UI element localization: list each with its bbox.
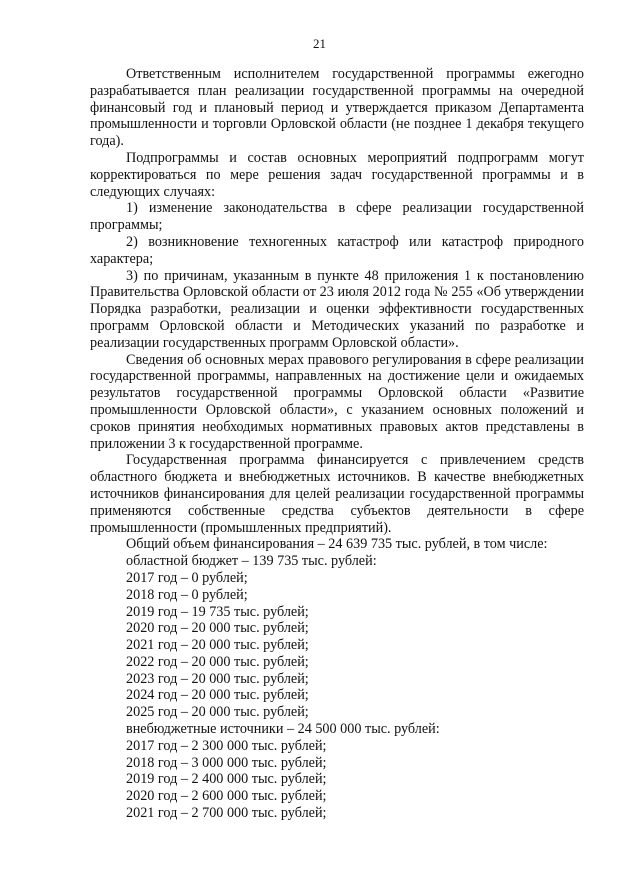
list-item: 2017 год – 2 300 000 тыс. рублей;	[126, 737, 327, 754]
paragraph-subprograms: Подпрограммы и состав основных мероприятий подпрограмм могут корректироваться по мере решения задач государственной программы и в следующих случаях:	[90, 149, 584, 200]
paragraph-case-2: 2) возникновение техногенных катастроф или катастроф природного характера;	[90, 233, 584, 267]
list-item: 2024 год – 20 000 тыс. рублей;	[126, 687, 309, 704]
list-item: 2025 год – 20 000 тыс. рублей;	[126, 704, 309, 721]
regional-budget-list	[90, 570, 584, 721]
paragraph-plan: Ответственным исполнителем государственной программы ежегодно разрабатывается план реализации государственной программы на очередной финансовый год и плановый период и утверждается приказом Департамента промышленности и торговли Орловской области (не позднее 1 декабря текущего года).	[90, 66, 584, 150]
list-item: 2020 год – 20 000 тыс. рублей;	[126, 620, 309, 637]
list-item: 2018 год – 3 000 000 тыс. рублей;	[126, 754, 327, 771]
extrabudget-list	[90, 738, 584, 822]
list-item: 2021 год – 2 700 000 тыс. рублей;	[126, 805, 327, 822]
paragraph-regulation: Сведения об основных мерах правового регулирования в сфере реализации государственной программы, направленных на достижение цели и ожидаемых результатов государственной программы Орловской области «Развитие промышленности Орловской области», с указанием основных положений и сроков принятия необходимых нормативных правовых актов представлены в приложении 3 к государственной программе.	[90, 351, 584, 452]
list-item: 2021 год – 20 000 тыс. рублей;	[126, 637, 309, 654]
list-item: 2019 год – 2 400 000 тыс. рублей;	[126, 771, 327, 788]
financing-total: Общий объем финансирования – 24 639 735 тыс. рублей, в том числе:	[126, 536, 548, 553]
list-item: 2022 год – 20 000 тыс. рублей;	[126, 653, 309, 670]
page-number: 21	[313, 36, 326, 51]
paragraph-financing: Государственная программа финансируется с привлечением средств областного бюджета и внебюджетных источников. В качестве внебюджетных источников финансирования для целей реализации государственной программы применяются собственные средства субъектов деятельности в сфере промышленности (промышленных предприятий).	[90, 452, 584, 536]
paragraph-case-1: 1) изменение законодательства в сфере реализации государственной программы;	[90, 200, 584, 234]
list-item: 2018 год – 0 рублей;	[126, 586, 248, 603]
regional-budget-header: областной бюджет – 139 735 тыс. рублей:	[126, 553, 377, 570]
list-item: 2023 год – 20 000 тыс. рублей;	[126, 670, 309, 687]
document-body	[90, 66, 584, 822]
list-item: 2017 год – 0 рублей;	[126, 569, 248, 586]
list-item: 2020 год – 2 600 000 тыс. рублей;	[126, 788, 327, 805]
paragraph-case-3: 3) по причинам, указанным в пункте 48 приложения 1 к постановлению Правительства Орловской области от 23 июля 2012 года № 255 «Об утверждении Порядка разработки, реализации и оценки эффективности государственных программ Орловской области и Методических указаний по разработке и реализации государственных программ Орловской области».	[90, 267, 584, 351]
list-item: 2019 год – 19 735 тыс. рублей;	[126, 603, 309, 620]
extrabudget-header: внебюджетные источники – 24 500 000 тыс. рублей:	[126, 721, 440, 738]
